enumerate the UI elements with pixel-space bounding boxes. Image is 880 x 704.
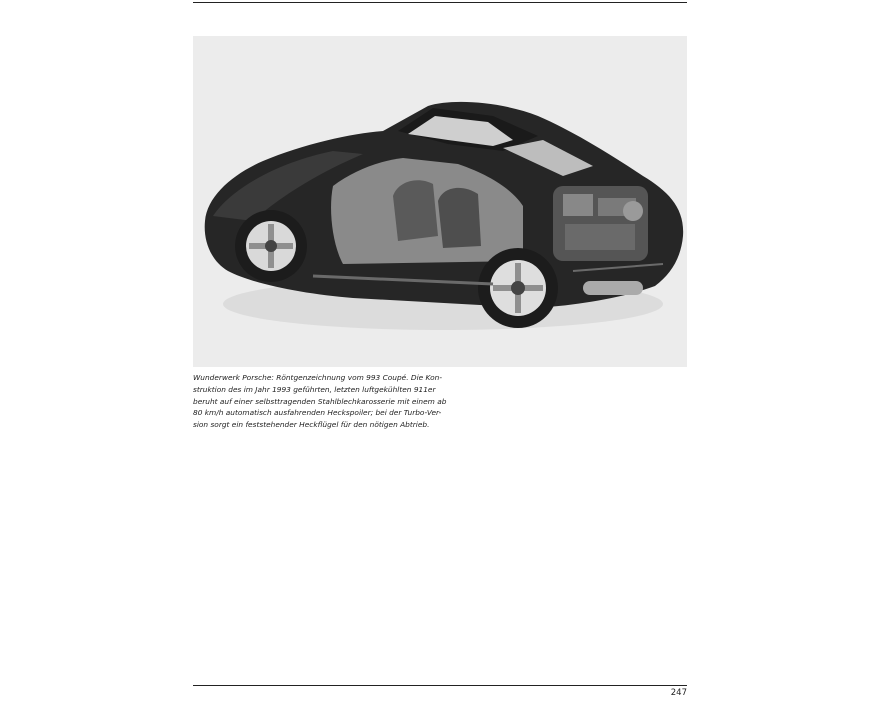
footer-rule [193, 685, 687, 686]
caption-line: sion sorgt ein feststehender Heckflügel für den nötigen Abtrieb. [193, 420, 430, 430]
caption-line: Wunderwerk Porsche: Röntgenzeichnung vom 993 Coupé. Die Kon- [193, 373, 442, 382]
caption-line: beruht auf einer selbsttragenden Stahlblechkarosserie mit einem ab [193, 396, 447, 406]
caption-line: struktion des im Jahr 1993 geführten, letzten luftgekühlten 911er [193, 384, 436, 394]
page-number: 247 [670, 688, 687, 698]
figure-caption [193, 372, 447, 431]
cutaway-illustration [193, 36, 687, 367]
caption-line: 80 km/h automatisch ausfahrenden Heckspoiler; bei der Turbo-Ver- [193, 408, 442, 418]
header-rule [193, 2, 687, 3]
